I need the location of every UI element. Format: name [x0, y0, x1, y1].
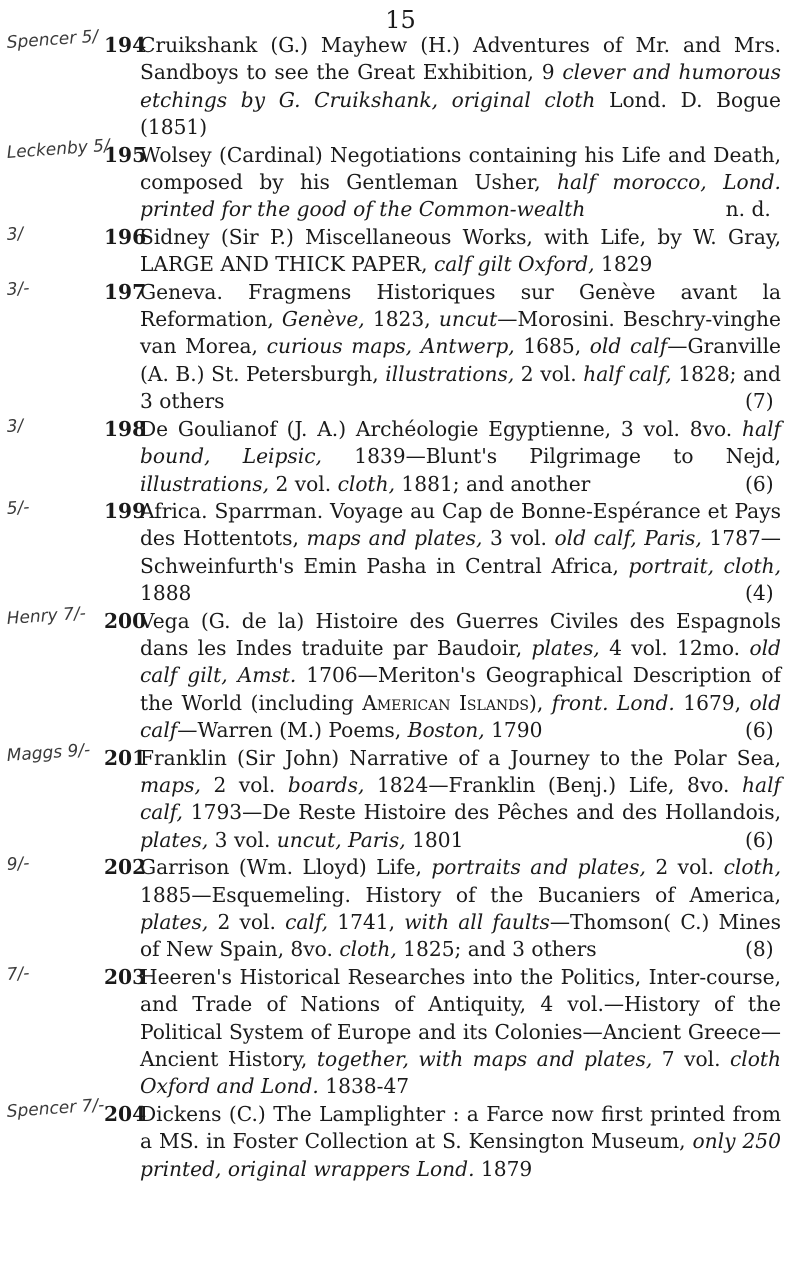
entry-text-segment: 1787—Schweinfurth's Emin Pasha in Central Africa, — [140, 526, 781, 578]
entry-text-segment: 1685, — [514, 334, 590, 359]
entry-text-segment: 2 vol. — [514, 361, 584, 386]
entry-text-segment: 1825; and 3 others — [396, 937, 597, 962]
lot-number: 201 — [104, 745, 147, 770]
catalogue-entry — [0, 498, 801, 608]
entry-text-segment: Cruikshank (G.) Mayhew (H.) Adventures of Mr. and Mrs. Sandboys to see the Great Exhibition, 9 — [140, 33, 781, 85]
entry-text-segment: —Warren (M.) Poems, — [177, 718, 408, 743]
entry-text-segment: Wolsey (Cardinal) Negotiations containing his Life and Death, composed by his Gentleman Usher, — [140, 142, 781, 195]
entry-text-segment: plates, — [140, 910, 209, 934]
lot-number: 195 — [104, 142, 147, 167]
entry-text-segment: 1879 — [474, 1156, 533, 1181]
entry-text — [104, 142, 781, 224]
lot-number: 203 — [104, 964, 147, 989]
entry-text-segment: half morocco, Lond. printed for the good of the Common-wealth — [140, 170, 781, 222]
entry-text-segment: 1790 — [484, 718, 543, 743]
entry-text-segment: half calf, — [140, 772, 781, 825]
entry-text-segment: front. Lond. — [551, 690, 675, 715]
entry-text-segment: 1838-47 — [318, 1074, 410, 1099]
handwritten-margin-note: 9/- — [6, 853, 31, 876]
entry-text: 200Vega (G. de la) Histoire des Guerres Civiles des Espagnols dans les Indes traduite par Baudoir, plates, 4 vol. 12mo. old calf gilt, Amst. 1706—Meriton's Geographical Description of the World (including American Islands), front. Lond. 1679, old calf—Warren (M.) Poems, Boston, 1790 (6) — [104, 608, 782, 743]
entry-text-segment: calf gilt — [433, 252, 512, 277]
lot-number: 197 — [104, 279, 147, 304]
entry-text-segment: clever and humorous etchings by G. Cruikshank, original cloth — [140, 60, 781, 112]
entry-text-segment: Lond. D. Bogue (1851) — [140, 87, 781, 140]
entry-text-segment: old calf gilt, Amst. — [140, 635, 781, 688]
entry-text-segment: 1793—De Reste Histoire des Pêches and des Hollandois, — [182, 800, 781, 825]
entry-text-segment: 1823, — [364, 307, 439, 332]
catalogue-entry — [0, 135, 801, 224]
entry-text-segment: 1801 — [405, 827, 464, 852]
entry-text-segment: illustrations, — [140, 471, 270, 496]
lot-number: 202 — [104, 855, 147, 880]
entry-text-segment: Heeren's Historical Researches into the Politics, Inter-course, and Trade of Nations of Antiquity, 4 vol.—History of the Political System of Europe and its Colonies—Ancient Greece—Ancient History, — [140, 964, 781, 1072]
entry-text-segment: uncut — [438, 307, 498, 332]
entry-text-segment: calf, — [285, 910, 329, 934]
entry-text-segment: Boston, — [407, 718, 485, 743]
entry-text-segment: portrait, cloth, — [628, 553, 781, 578]
lot-number: 198 — [104, 416, 147, 441]
handwritten-margin-note: Leckenby 5/ — [6, 135, 111, 163]
entry-text: 201Franklin (Sir John) Narrative of a Journey to the Polar Sea, maps, 2 vol. boards, 1824—Franklin (Benj.) Life, 8vo. half calf, 1793—De Reste Histoire des Pêches and des Hollandois, plates, 3 vol. uncut, Paris, 1801 (6) — [104, 745, 781, 852]
entry-text-segment: plates, — [140, 827, 209, 852]
entry-text-segment: maps and plates, — [306, 526, 483, 551]
entry-text — [104, 964, 781, 1101]
catalogue-entries — [0, 26, 801, 1183]
entry-text-segment: De Goulianof (J. A.) Archéologie Egyptienne, 3 vol. 8vo. — [140, 416, 743, 441]
entry-text-segment: 3 vol. — [482, 526, 555, 551]
page-number: 15 — [385, 6, 416, 34]
handwritten-margin-note: Maggs 9/- — [6, 739, 91, 766]
entry-text-segment: Oxford, — [518, 252, 595, 277]
entry-text-segment: 2 vol. — [200, 772, 288, 797]
entry-text-segment: Dickens (C.) The Lamplighter : a Farce now first printed from a MS. in Foster Collection at S. Kensington Museum, — [140, 1101, 781, 1154]
entry-text-segment: 2 vol. — [208, 910, 286, 934]
entry-text-segment: Geneva. Fragmens Historiques sur Genève avant la Reformation, — [140, 279, 781, 332]
entry-text-segment: 1824—Franklin (Benj.) Life, 8vo. — [364, 772, 743, 797]
entry-text-segment: half calf, — [583, 361, 672, 386]
entry-text-segment: portraits and plates, — [431, 855, 646, 880]
entry-text-segment: uncut, Paris, — [276, 827, 406, 852]
entry-text-segment: Africa. Sparrman. Voyage au Cap de Bonne-Espérance et Pays des Hottentots, — [140, 498, 781, 551]
entry-text-segment: 2 vol. — [645, 855, 724, 880]
entry-text-segment: Vega (G. de la) Histoire des Guerres Civiles des Espagnols dans les Indes traduite par Baudoir, — [140, 608, 781, 660]
catalogue-entry — [0, 1095, 801, 1183]
entry-text-segment: old calf, Paris, — [554, 526, 702, 551]
catalogue-entry — [0, 964, 801, 1101]
catalogue-entry — [0, 854, 801, 964]
handwritten-margin-note: 3/ — [6, 415, 24, 437]
entry-text-segment: ), — [529, 690, 552, 715]
entry-text: 202Garrison (Wm. Lloyd) Life, portraits and plates, 2 vol. cloth, 1885—Esquemeling. History of the Bucaniers of America, plates, 2 vol. calf, 1741, with all faults—Thomson( C.) Mines of New Spain, 8vo. cloth, 1825; and 3 others (8) — [104, 855, 782, 962]
entry-text-segment: plates, — [531, 635, 600, 660]
catalogue-entry — [0, 739, 801, 855]
catalogue-entry — [0, 279, 801, 416]
entry-text-segment: 1741, — [328, 910, 405, 934]
entry-text-segment: 2 vol. — [269, 471, 338, 496]
entry-text-segment: —Thomson( C.) Mines of New Spain, 8vo. — [140, 910, 781, 962]
handwritten-margin-note: Henry 7/- — [6, 603, 87, 629]
entry-text-segment: cloth Oxford and Lond. — [140, 1047, 781, 1099]
entry-text-segment: 1885—Esquemeling. History of the Bucaniers of America, — [140, 882, 781, 907]
entry-text-segment: 1881; and another — [395, 471, 591, 496]
handwritten-margin-note: 3/ — [6, 223, 24, 245]
entry-text — [104, 32, 781, 142]
entry-text-segment: 3 vol. — [208, 827, 277, 852]
entry-text-segment: cloth, — [339, 937, 397, 962]
lot-number: 204 — [104, 1101, 147, 1126]
entry-text-segment: old calf — [589, 334, 668, 359]
entry-text-segment: 1679, — [674, 690, 750, 715]
lot-number: 200 — [104, 608, 147, 633]
entry-text-segment: 1829 — [594, 252, 653, 277]
entry-text-segment: 7 vol. — [652, 1047, 730, 1072]
entry-text-segment: cloth, — [337, 471, 396, 496]
lot-number: 194 — [104, 33, 147, 57]
entry-text-segment: 1888 — [140, 581, 192, 606]
entry-text: 199Africa. Sparrman. Voyage au Cap de Bonne-Espérance et Pays des Hottentots, maps and plates, 3 vol. old calf, Paris, 1787—Schweinfurth's Emin Pasha in Central Africa, portrait, cloth, 1888 (4) — [104, 498, 781, 606]
entry-text: 198De Goulianof (J. A.) Archéologie Egyptienne, 3 vol. 8vo. half bound, Leipsic, 1839—Blunt's Pilgrimage to Nejd, illustrations, 2 vol. cloth, 1881; and another (6) — [104, 416, 781, 496]
entry-text-segment: with all faults — [404, 910, 550, 934]
entry-text-segment: 1828; and 3 others — [140, 361, 781, 414]
handwritten-margin-note: Spencer 5/ — [6, 26, 99, 53]
entry-text-segment: 4 vol. 12mo. — [599, 635, 750, 660]
entry-text-segment: Franklin (Sir John) Narrative of a Journey to the Polar Sea, — [140, 745, 781, 770]
entry-text — [104, 1101, 781, 1183]
entry-text-segment: old calf — [140, 690, 782, 743]
entry-text-segment: Genève, — [281, 307, 365, 332]
entry-text: 197Geneva. Fragmens Historiques sur Genève avant la Reformation, Genève, 1823, uncut—Morosini. Beschry-vinghe van Morea, curious maps, Antwerp, 1685, old calf—Granville (A. B.) St. Petersburgh, illustrations, 2 vol. half calf, 1828; and 3 others (7) — [104, 279, 781, 414]
entry-text-segment: only 250 printed, original wrappers Lond. — [140, 1129, 781, 1181]
entry-text-segment: together, with maps and plates, — [316, 1047, 653, 1072]
lot-number: 199 — [104, 498, 147, 523]
handwritten-margin-note: Spencer 7/- — [6, 1095, 105, 1122]
entry-text-segment: —Granville (A. B.) St. Petersburgh, — [140, 334, 781, 386]
entry-text-segment: boards, — [287, 772, 365, 797]
lot-count: n. d. — [725, 197, 771, 222]
entry-text-segment: cloth, — [723, 855, 782, 880]
entry-text-segment: —Morosini. Beschry-vinghe van Morea, — [140, 307, 781, 359]
entry-text-segment: Sidney (Sir P.) Miscellaneous Works, with Life, by W. Gray, LARGE AND THICK PAPER, — [140, 224, 781, 277]
catalogue-entry — [0, 603, 801, 745]
catalogue-entry — [0, 26, 801, 142]
lot-number: 196 — [104, 224, 147, 249]
handwritten-margin-note: 7/- — [6, 963, 31, 985]
handwritten-margin-note: 3/- — [6, 278, 31, 300]
entry-text-segment: half bound, Leipsic, — [140, 416, 781, 469]
catalogue-entry — [0, 416, 801, 498]
entry-text — [104, 224, 781, 279]
entry-text-segment: 1839—Blunt's Pilgrimage to Nejd, — [321, 444, 781, 469]
entry-text-segment: American Islands — [362, 690, 529, 715]
entry-text-segment: Garrison (Wm. Lloyd) Life, — [140, 855, 432, 880]
handwritten-margin-note: 5/- — [6, 497, 31, 519]
entry-text-segment: 1706—Meriton's Geographical Description of the World (including — [140, 663, 781, 715]
entry-text-segment: maps, — [140, 772, 201, 797]
entry-text-segment: illustrations, — [385, 361, 515, 386]
catalogue-entry — [0, 224, 801, 279]
entry-text-segment: curious maps, Antwerp, — [266, 334, 515, 359]
